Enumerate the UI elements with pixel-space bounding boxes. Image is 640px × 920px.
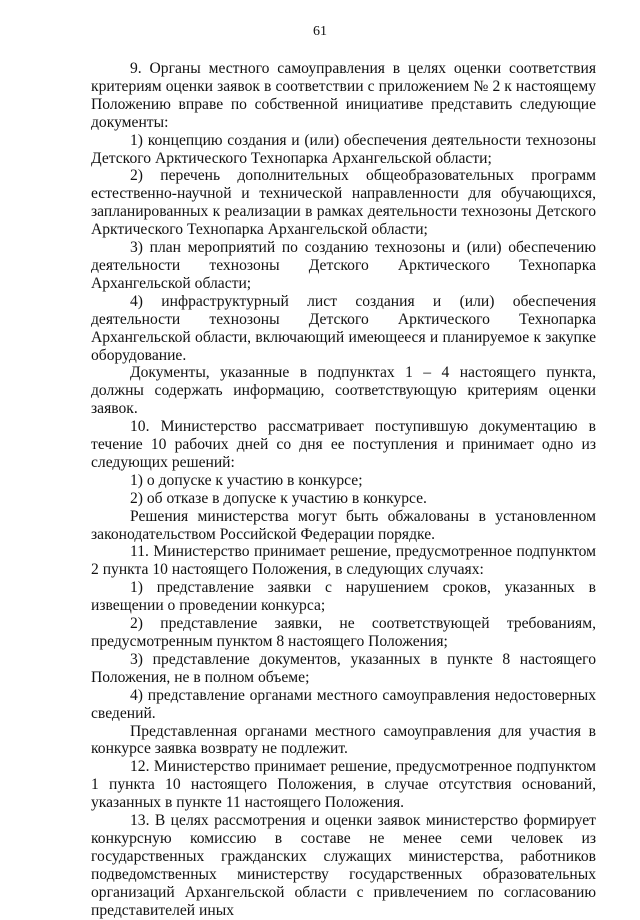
paragraph-13: 13. В целях рассмотрения и оценки заявок министерство формирует конкурсную комиссию в составе не менее семи человек из государственных гражданских служащих министерства, работников подведомственных министерству государственных образовательных организаций Архангельской области с привлечением по согласованию представителей иных: [91, 812, 596, 919]
paragraph-9: 9. Органы местного самоуправления в целях оценки соответствия критериям оценки заявок в соответствии с приложением № 2 к настоящему Положению вправе по собственной инициативе представить следующие документы:: [91, 60, 596, 131]
paragraph-11: 11. Министерство принимает решение, предусмотренное подпунктом 2 пункта 10 настоящего Положения, в следующих случаях:: [91, 543, 596, 579]
list-item-11-4: 4) представление органами местного самоуправления недостоверных сведений.: [91, 686, 596, 722]
list-item-9-2: 2) перечень дополнительных общеобразовательных программ естественно-научной и технической направленности для обучающихся, запланированных к реализации в рамках деятельности технозоны Детского Арктического Технопарка Архангельской области;: [91, 167, 596, 239]
paragraph-10: 10. Министерство рассматривает поступившую документацию в течение 10 рабочих дней со дня ее поступления и принимает одно из следующих решений:: [91, 418, 596, 471]
list-item-10-2: 2) об отказе в допуске к участию в конкурсе.: [130, 489, 427, 507]
list-item-9-1: 1) концепцию создания и (или) обеспечения деятельности технозоны Детского Арктического Технопарка Архангельской области;: [91, 131, 596, 167]
document-body: [91, 60, 596, 920]
paragraph-documents-note: Документы, указанные в подпунктах 1 – 4 настоящего пункта, должны содержать информацию, соответствующую критериям оценки заявок.: [91, 364, 596, 418]
list-item-9-3: 3) план мероприятий по созданию технозоны и (или) обеспечению деятельности технозоны Детского Арктического Технопарка Архангельской области;: [91, 239, 596, 292]
paragraph-appeal: Решения министерства могут быть обжалованы в установленном законодательством Российской Федерации порядке.: [91, 507, 596, 543]
paragraph-no-return: Представленная органами местного самоуправления для участия в конкурсе заявка возврату не подлежит.: [91, 722, 596, 758]
list-item-10-1: 1) о допуске к участию в конкурсе;: [130, 471, 363, 489]
paragraph-12: 12. Министерство принимает решение, предусмотренное подпунктом 1 пункта 10 настоящего Положения, в случае отсутствия оснований, указанных в пункте 11 настоящего Положения.: [91, 758, 596, 812]
list-item-11-1: 1) представление заявки с нарушением сроков, указанных в извещении о проведении конкурса;: [91, 579, 596, 615]
list-item-9-4: 4) инфраструктурный лист создания и (или) обеспечения деятельности технозоны Детского Арктического Технопарка Архангельской области, включающий имеющееся и планируемое к закупке оборудование.: [91, 292, 596, 364]
list-item-11-3: 3) представление документов, указанных в пункте 8 настоящего Положения, не в полном объеме;: [91, 650, 596, 686]
list-item-11-2: 2) представление заявки, не соответствующей требованиям, предусмотренным пунктом 8 настоящего Положения;: [91, 615, 596, 650]
page-number: 61: [313, 24, 327, 39]
